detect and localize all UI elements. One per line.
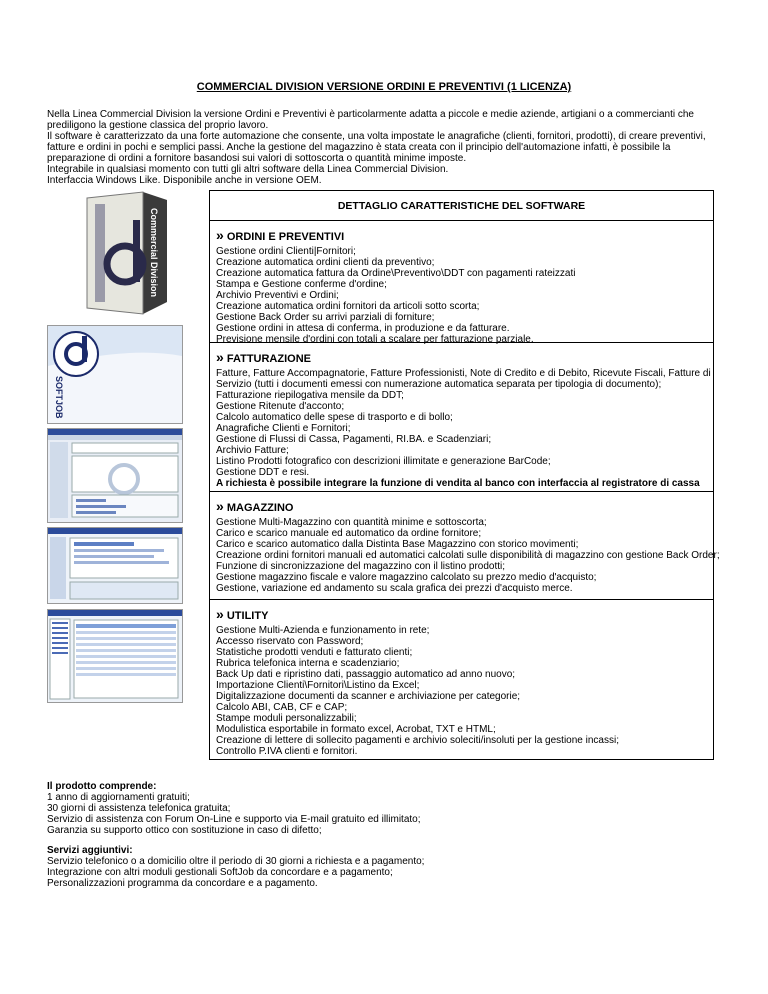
intro-line: fatture e ordini in pochi e semplici passi. Anche la gestione del magazzino è stata creata con il principio dell'automazione infatti, è possibile la — [47, 142, 671, 153]
feature-line: Archivio Preventivi e Ordini; — [216, 290, 339, 301]
intro-line: Il software è caratterizzato da una forte automazione che consente, una volta impostate le anagrafiche (clienti, fornitori, prodotti), di creare preventivi, — [47, 131, 706, 142]
feature-line: Fatturazione riepilogativa mensile da DDT; — [216, 390, 404, 401]
chevron-right-icon: » — [216, 227, 224, 243]
feature-line: Gestione Ritenute d'acconto; — [216, 401, 345, 412]
section-magazzino — [209, 492, 720, 600]
section-title: UTILITY — [226, 610, 269, 622]
extras-line: Servizio telefonico o a domicilio oltre il periodo di 30 giorni a richiesta e a pagamento; — [47, 856, 425, 867]
includes-line: Garanzia su supporto ottico con sostituzione in caso di difetto; — [47, 825, 322, 836]
feature-line: Gestione Multi-Magazzino con quantità minime e sottoscorta; — [216, 517, 487, 528]
includes-line: 30 giorni di assistenza telefonica gratuita; — [47, 803, 231, 814]
feature-line: Stampa e Gestione conferme d'ordine; — [216, 279, 387, 290]
feature-line: Gestione magazzino fiscale e valore magazzino calcolato su prezzo medio d'acquisto; — [216, 572, 597, 583]
feature-line: Gestione Back Order su arrivi parziali di forniture; — [216, 312, 435, 323]
section-ordini — [209, 221, 714, 343]
feature-line: Stampe moduli personalizzabili; — [216, 713, 357, 724]
feature-line: Importazione Clienti\Fornitori\Listino da Excel; — [216, 680, 420, 691]
includes-line: Servizio di assistenza con Forum On-Line e supporto via E-mail gratuito ed illimitato; — [47, 814, 421, 825]
section-title: MAGAZZINO — [226, 502, 294, 514]
includes-block — [47, 781, 421, 836]
feature-line: Gestione ordini Clienti|Fornitori; — [216, 246, 356, 257]
intro-line: prediligono la gestione classica del proprio lavoro. — [47, 120, 269, 131]
feature-line: Anagrafiche Clienti e Fornitori; — [216, 423, 351, 434]
feature-line-highlight: A richiesta è possibile integrare la funzione di vendita al banco con interfaccia al registratore di cassa — [216, 478, 700, 489]
extras-line: Personalizzazioni programma da concordare e a pagamento. — [47, 878, 318, 889]
cd-cover-image — [47, 325, 183, 424]
page-title: COMMERCIAL DIVISION VERSIONE ORDINI E PREVENTIVI (1 LICENZA) — [196, 81, 572, 93]
feature-line: Fatture, Fatture Accompagnatorie, Fatture Professionisti, Note di Credito e di Debito, Ricevute Fiscali, Fatture di — [216, 368, 711, 379]
feature-line: Previsione mensile d'ordini con totali a scalare per fatturazione parziale. — [216, 334, 534, 345]
feature-line: Creazione ordini fornitori manuali ed automatici calcolati sulle disponibilità di magazzino con gestione Back Order; — [216, 550, 720, 561]
feature-line: Gestione Multi-Azienda e funzionamento in rete; — [216, 625, 430, 636]
feature-line: Carico e scarico automatico dalla Distinta Base Magazzino con storico movimenti; — [216, 539, 579, 550]
section-title: ORDINI E PREVENTIVI — [226, 231, 345, 243]
feature-line: Digitalizzazione documenti da scanner e archiviazione per categorie; — [216, 691, 521, 702]
extras-heading: Servizi aggiuntivi: — [47, 845, 133, 856]
feature-line: Statistiche prodotti venduti e fatturato clienti; — [216, 647, 413, 658]
feature-line: Creazione di lettere di sollecito pagamenti e archivio soleciti/insoluti per la gestione incassi; — [216, 735, 619, 746]
feature-line: Calcolo automatico delle spese di trasporto e di bollo; — [216, 412, 453, 423]
feature-line: Funzione di sincronizzazione del magazzino con il listino prodotti; — [216, 561, 506, 572]
extras-block — [47, 845, 424, 889]
product-box-image — [47, 190, 181, 320]
includes-line: 1 anno di aggiornamenti gratuiti; — [47, 792, 190, 803]
details-header: DETTAGLIO CARATTERISTICHE DEL SOFTWARE — [209, 190, 714, 221]
feature-line: Gestione DDT e resi. — [216, 467, 310, 478]
intro-line: preparazione di ordini a fornitore basandosi sui valori di sottoscorta o quantità minime imposte. — [47, 153, 467, 164]
app-screenshot-image — [47, 609, 183, 703]
feature-line: Creazione automatica ordini fornitori da articoli sotto scorta; — [216, 301, 480, 312]
extras-line: Integrazione con altri moduli gestionali SoftJob da concordare e a pagamento; — [47, 867, 393, 878]
feature-line: Calcolo ABI, CAB, CF e CAP; — [216, 702, 348, 713]
feature-line: Archivio Fatture; — [216, 445, 289, 456]
cd-label: SOFTJOB — [54, 376, 64, 419]
feature-line: Gestione di Flussi di Cassa, Pagamenti, RI.BA. e Scadenziari; — [216, 434, 492, 445]
feature-line: Listino Prodotti fotografico con descrizioni illimitate e generazione BarCode; — [216, 456, 551, 467]
chevron-right-icon: » — [216, 606, 224, 622]
box-label: Commercial Division — [149, 208, 159, 298]
intro-text — [47, 109, 727, 186]
feature-line: Servizio (tutti i documenti emessi con numerazione automatica separata per tipologia di documento); — [216, 379, 662, 390]
includes-heading: Il prodotto comprende: — [47, 781, 157, 792]
feature-line: Carico e scarico manuale ed automatico da ordine fornitore; — [216, 528, 482, 539]
intro-line: Nella Linea Commercial Division la versione Ordini e Preventivi è particolarmente adatta a piccole e medie aziende, artigiani o a commercianti che — [47, 109, 694, 120]
feature-line: Modulistica esportabile in formato excel, Acrobat, TXT e HTML; — [216, 724, 496, 735]
intro-line: Interfaccia Windows Like. Disponibile anche in versione OEM. — [47, 175, 322, 186]
intro-line: Integrabile in qualsiasi momento con tutti gli altri software della Linea Commercial Division. — [47, 164, 449, 175]
chevron-right-icon: » — [216, 349, 224, 365]
chevron-right-icon: » — [216, 498, 224, 514]
feature-line: Creazione automatica ordini clienti da preventivo; — [216, 257, 435, 268]
app-screenshot-image — [47, 428, 183, 523]
section-fatturazione — [209, 343, 714, 492]
feature-line: Accesso riservato con Password; — [216, 636, 364, 647]
section-utility — [209, 600, 714, 760]
feature-line: Rubrica telefonica interna e scadenziario; — [216, 658, 400, 669]
feature-line: Controllo P.IVA clienti e fornitori. — [216, 746, 358, 757]
feature-line: Back Up dati e ripristino dati, passaggio automatico ad anno nuovo; — [216, 669, 516, 680]
feature-line: Gestione, variazione ed andamento su scala grafica dei prezzi d'acquisto merce. — [216, 583, 573, 594]
feature-line: Gestione ordini in attesa di conferma, in produzione e da fatturare. — [216, 323, 510, 334]
section-title: FATTURAZIONE — [226, 353, 311, 365]
app-screenshot-image — [47, 527, 183, 604]
feature-line: Creazione automatica fattura da Ordine\Preventivo\DDT con pagamenti rateizzati — [216, 268, 576, 279]
